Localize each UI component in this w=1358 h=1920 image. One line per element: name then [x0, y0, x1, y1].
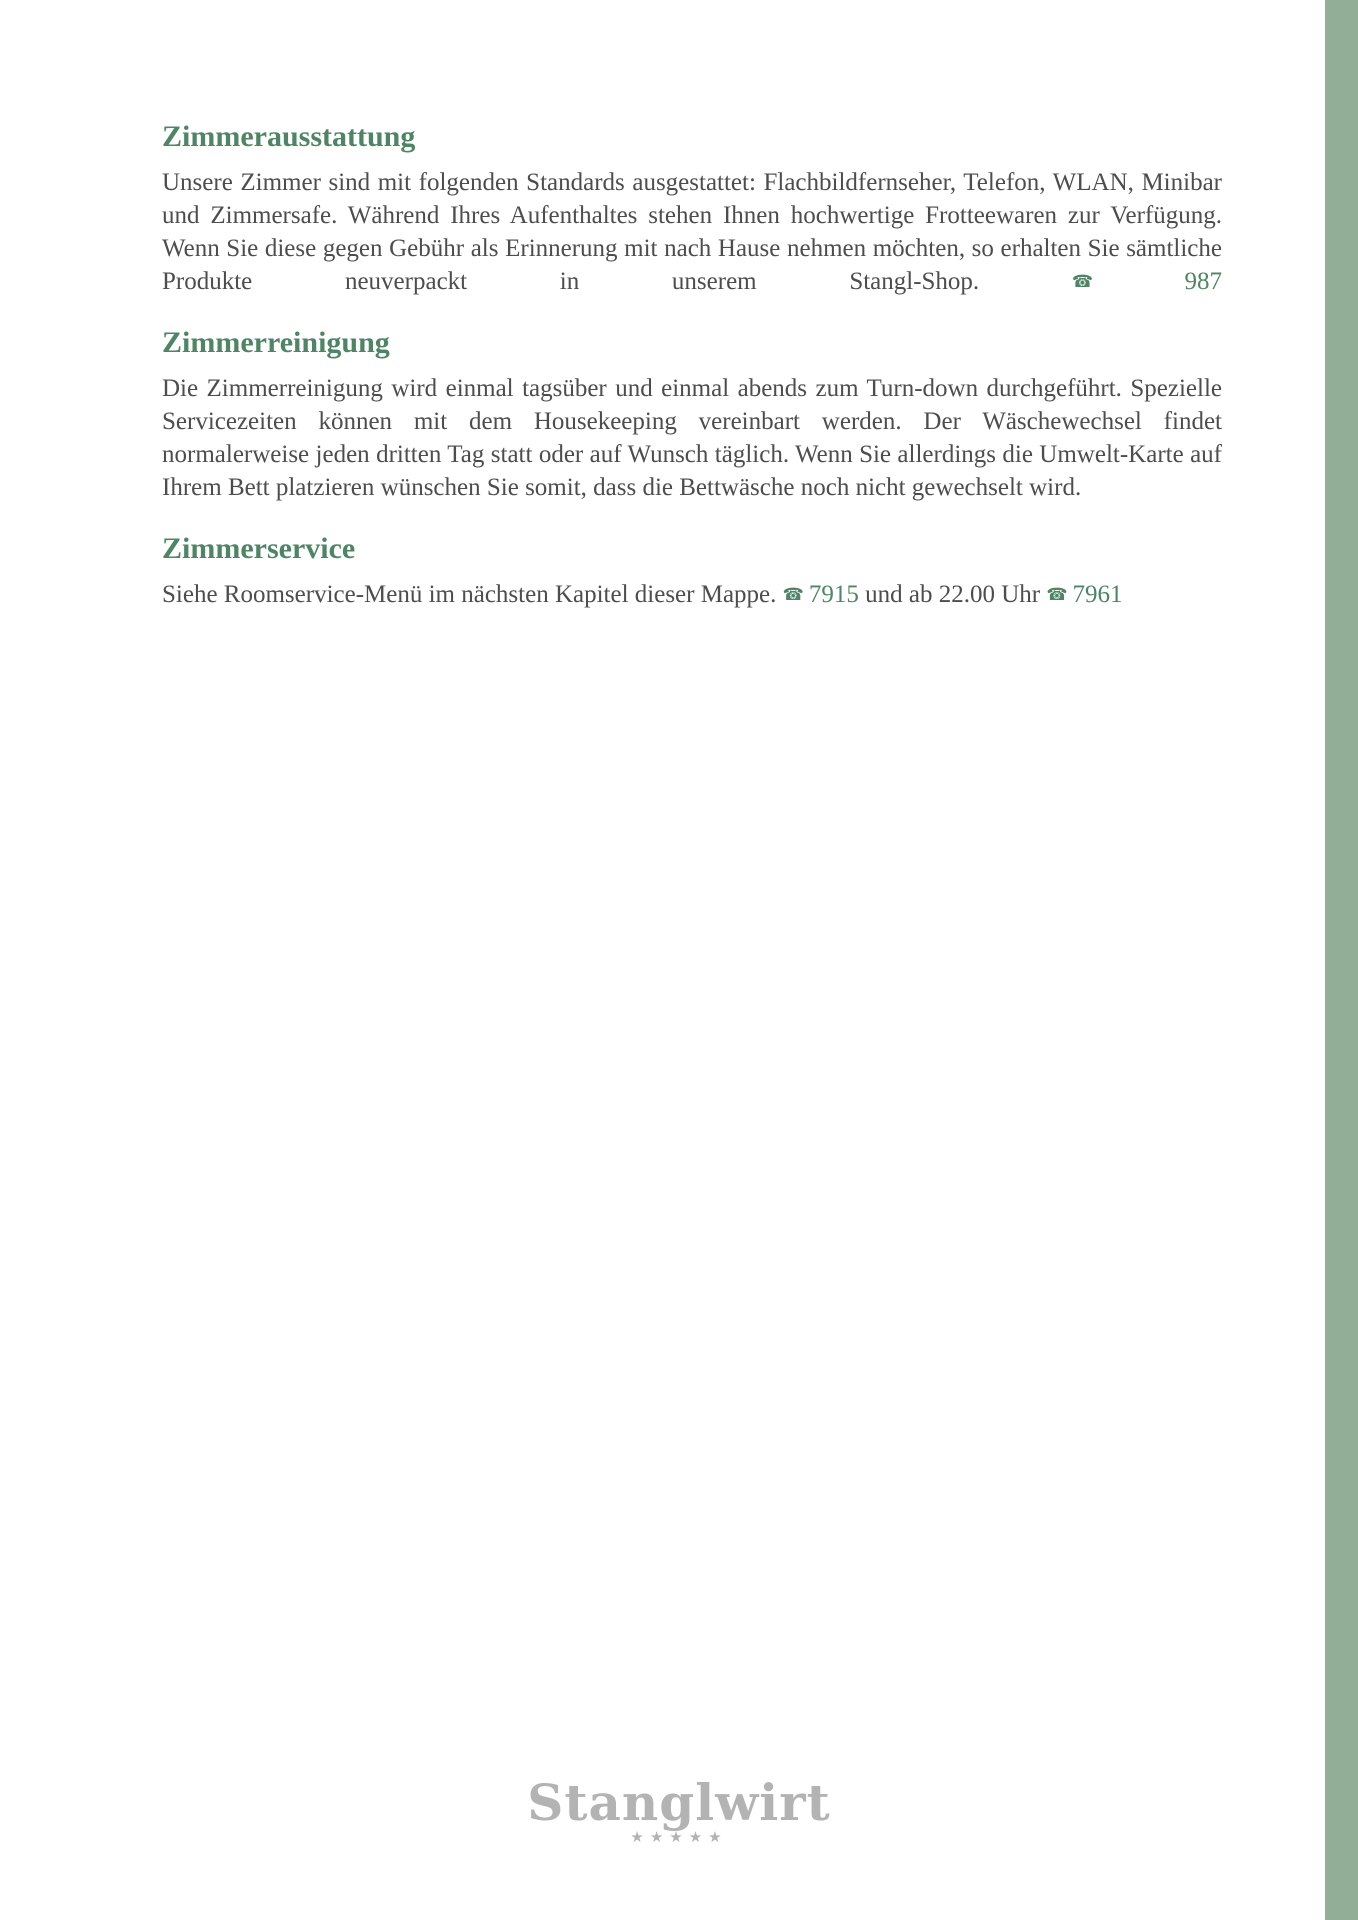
- paragraph-text: und ab 22.00 Uhr: [865, 581, 1041, 608]
- section-heading: Zimmerausstattung: [162, 120, 416, 153]
- section-zimmerausstattung: [162, 118, 1222, 298]
- paragraph-text: Siehe Roomservice-Menü im nächsten Kapitel dieser Mappe.: [162, 581, 777, 608]
- phone-extension: [783, 581, 859, 608]
- section-text: [162, 166, 1222, 298]
- section-heading: Zimmerreinigung: [162, 326, 390, 359]
- phone-icon: ☎: [1046, 585, 1068, 604]
- logo-stars: ★★★★★: [630, 1830, 728, 1846]
- phone-number: 7961: [1072, 581, 1123, 608]
- section-text: [162, 578, 1222, 611]
- section-text: [162, 372, 1222, 504]
- stanglwirt-logo: [0, 1773, 1358, 1846]
- phone-icon: ☎: [782, 585, 804, 604]
- phone-icon: ☎: [1071, 272, 1180, 291]
- phone-extension: [1072, 268, 1222, 295]
- paragraph-text: Die Zimmerreinigung wird einmal tagsüber und einmal abends zum Turn-down durchgeführt. Spezielle Servicezeiten können mit dem Housekeeping vereinbart werden. Der Wäschewechsel findet normalerweise jeden dritten Tag statt oder auf Wunsch täglich. Wenn Sie allerdings die Umwelt-Karte auf Ihrem Bett platzieren wünschen Sie somit, dass die Bettwäsche noch nicht gewechselt wird.: [162, 375, 1222, 501]
- phone-extension: [1046, 581, 1122, 608]
- section-zimmerservice: [162, 530, 1222, 611]
- phone-number: 7915: [808, 581, 859, 608]
- section-heading: Zimmerservice: [162, 532, 356, 565]
- phone-number: 987: [1184, 268, 1222, 295]
- page-content: [162, 118, 1222, 637]
- logo-wordmark: Stanglwirt: [527, 1773, 831, 1832]
- paragraph-text: Unsere Zimmer sind mit folgenden Standards ausgestattet: Flachbildfernseher, Telefon, WLAN, Minibar und Zimmersafe. Während Ihres Aufenthaltes stehen Ihnen hochwertige Frotteewaren zur Verfügung. Wenn Sie diese gegen Gebühr als Erinnerung mit nach Hause nehmen möchten, so erhalten Sie sämtliche Produkte neuverpackt in unserem Stangl-Shop.: [162, 169, 1222, 295]
- side-bar: [1325, 0, 1358, 1920]
- section-zimmerreinigung: [162, 324, 1222, 504]
